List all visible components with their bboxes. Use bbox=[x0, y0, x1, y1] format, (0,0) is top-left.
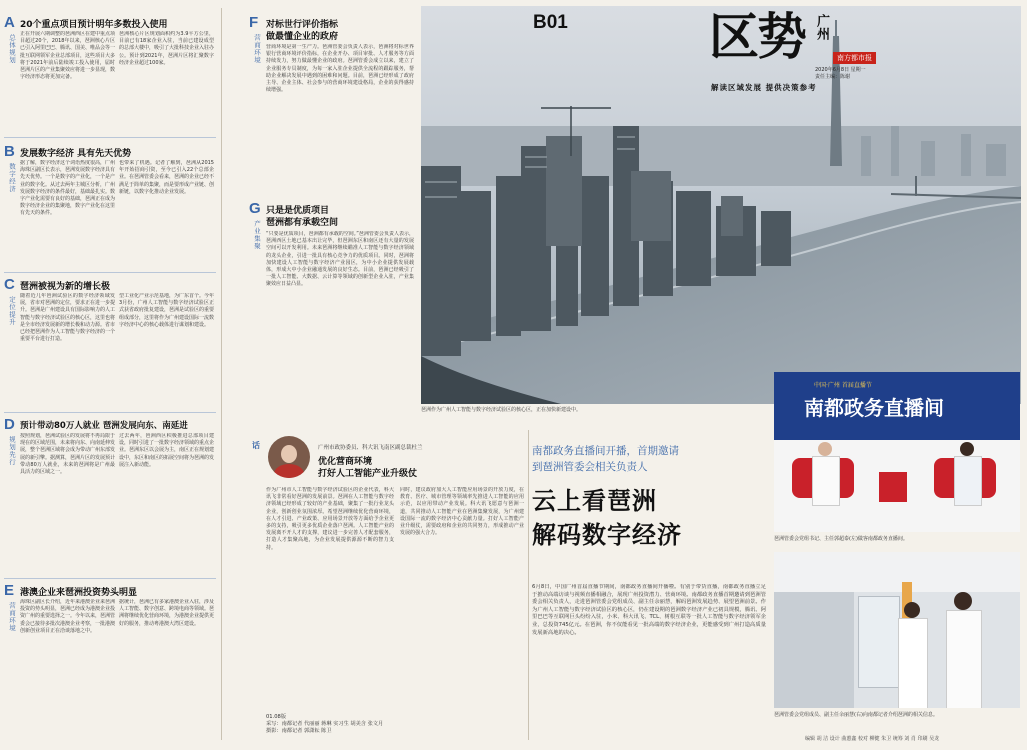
section-f-subtitle: 做最懂企业的政府 bbox=[266, 32, 339, 42]
section-d-col1: 按照规划，琶洲试验区的发展将不再局限于现在的区域范围，未来将向东、向南延伸发展，整个琶洲区域将会成为带动广州东部发展的新引擎。据测算，琶洲片区的发展预计带动80万人就业，未来的琶洲将是广州最具活力的区域之一。 bbox=[20, 433, 115, 476]
section-f-side-label: 营商环境 bbox=[253, 34, 261, 64]
section-a-title: 20个重点项目预计明年多数投入使用 bbox=[20, 20, 168, 30]
live-banner-title: 南都政务直播间 bbox=[804, 396, 944, 420]
section-f-title: 对标世行评价指标 bbox=[266, 20, 339, 30]
office-tour-photo bbox=[774, 552, 1020, 708]
section-g-title: 只是是优质项目 bbox=[266, 206, 330, 216]
column-rule bbox=[528, 430, 529, 740]
column-rule bbox=[221, 8, 222, 740]
feature-quote-title-1: 优化营商环境 bbox=[318, 457, 373, 467]
section-b-letter: B bbox=[4, 143, 15, 160]
hero-photo-caption: 琶洲作为广州人工智能与数字经济试验区的核心区，正在加快新建设中。 bbox=[421, 407, 582, 413]
side-table bbox=[879, 472, 907, 502]
report-headline-1: 云上看琶洲 bbox=[532, 487, 657, 515]
portrait-face bbox=[281, 445, 297, 463]
section-g-body: “只要是优质项目，琶洲都有承载的空间。”琶洲管委会负责人表示，琶洲西区土地已基本出让完毕，但琶洲东区和南区还有大量的发展空间可以开发利用。未来琶洲将继续瞄准人工智能与数字经济领域的龙头企业，引进一批具有核心竞争力的优质项目。同时，琶洲将加快建设人工智能与数字经济产业园区，为中小企业提供发展载体，形成大中小企业融通发展的良好生态。目前，琶洲已经吸引了一批人工智能、大数据、云计算等领域的创新型企业入驻，产业集聚效应日益凸显。 bbox=[266, 231, 414, 288]
section-c-col1: 随着近几年琶洲试验区的数字经济领域发展，省市对琶洲的定位，要求正在进一步提升。琶洲是广州建设具有国际影响力的人工智能与数字经济试验区的核心区，这里也将是全市经济发展新的增长极和动力源。省市已经把琶洲作为人工智能与数字经济的一个重要平台进行打造。 bbox=[20, 293, 115, 343]
official-head bbox=[954, 592, 972, 610]
section-a-col1: 正在开展六期调整的琶洲西区在建中重点项目超过20个，2018年以来，琶洲核心片区已引入阿里巴巴、腾讯、国美、唯品会等一批互联网领军企业总部项目，这些项目大多将于2021年前后陆续竣工投入使用，届时琶洲片区的产业集聚效应将进一步显现，数字经济形态将更加完备。 bbox=[20, 31, 115, 81]
report-headline-2: 解码数字经济 bbox=[532, 521, 682, 549]
reporter-body bbox=[898, 618, 928, 708]
hero-photo-city-skyline bbox=[421, 6, 1021, 404]
section-c-side-label: 定位提升 bbox=[8, 296, 16, 326]
portrait-shoulders bbox=[274, 464, 304, 478]
section-g-side-label: 产业集聚 bbox=[253, 220, 261, 250]
section-b-col1: 据了解，数字经济这个词语热度很高，广州海珠区副区长表示，琶洲发展数字经济具有先天优势。一个是数字的产业化，一个是产业的数字化。从过去两年主城区分析，广州发展数字经济的条件最好，基础最扎实。数字产业化需要有良好的基础，琶洲正在成为数字经济企业的集聚地，数字产业化在这里有先天的条件。 bbox=[20, 160, 115, 217]
editor-line: 责任主编：陈谢 bbox=[815, 74, 851, 80]
section-b-side-label: 数字经济 bbox=[8, 163, 16, 193]
section-b-col2: 也带来了机遇。记者了解到，琶洲从2015年开始招商引资，至今已引入22个总部企业。在琶洲管委会看来，琶洲的企业已经不满足于简单的集聚，而是要形成产业链、创新链，以数字化推动企业发展。 bbox=[119, 160, 214, 195]
section-d-col2: 过去两年，琶洲西区积极推进总部项目建设，同时引进了一批数字经济领域的重点企业。琶洲东区以会展为主，南区正在规划建设中，东区和南区的拓展空间将为琶洲的发展注入新动能。 bbox=[119, 433, 214, 468]
page-footer: 编辑 胡 洁 设计 曲蕙鑫 校对 柳健 朱卫 统筹 刘 肖 印刷 吴龙 bbox=[805, 736, 940, 742]
report-kicker-2: 到琶洲管委会相关负责人 bbox=[532, 461, 648, 473]
masthead-title: 区势 bbox=[709, 8, 805, 66]
section-a-side-label: 总体规划 bbox=[8, 34, 16, 64]
official-body bbox=[946, 610, 982, 708]
section-a-col2: 琶洲核心片区规划面积约为3.9平方公里，目前已有18家企业入驻，当前已建设成型的总部大楼中，吸引了大批科技企业入驻办公。预计到2021年，琶洲片区将汇聚数字经济企业超过100家。 bbox=[119, 31, 214, 66]
section-f-body: 营商环境是第一生产力。琶洲管委会负责人表示，琶洲将对标世界银行营商环境评价指标，在企业开办、项目审批、人才服务等方面持续发力，努力做最懂企业的政府。琶洲管委会成立以来，建立了企业服务专员制度，为每一家入驻企业提供全流程的跟踪服务，帮助企业解决发展中遇到的困难和问题。目前，琶洲已经形成了政府主导、企业主体、社会参与的营商环境建设格局，企业的获得感持续增强。 bbox=[266, 44, 414, 94]
section-d-title: 预计带动80万人就业 琶洲发展向东、南延进 bbox=[20, 421, 188, 431]
host-right-body bbox=[954, 456, 982, 506]
page-number: B01 bbox=[533, 12, 568, 33]
section-c-title: 琶洲被视为新的增长极 bbox=[20, 282, 111, 292]
report-kicker-1: 南都政务直播间开播，首期邀请 bbox=[532, 445, 679, 457]
section-e-side-label: 营商环境 bbox=[8, 602, 16, 632]
divider bbox=[4, 412, 216, 413]
divider bbox=[4, 272, 216, 273]
feature-badge: 话 bbox=[252, 441, 260, 450]
section-d-side-label: 规划先行 bbox=[8, 436, 16, 466]
author-portrait bbox=[268, 436, 310, 478]
office-window bbox=[858, 596, 900, 688]
section-e-letter: E bbox=[4, 582, 15, 599]
office-photo-caption: 琶洲管委会党组成员、副主任余丽慧(右)向南都记者介绍琶洲的相关信息。 bbox=[774, 712, 938, 718]
section-e-col2: 据统计，琶洲已有多家港澳企业入驻，涉及人工智能、数字创意、跨境电商等领域。琶洲将继续优化营商环境，为港澳企业提供更好的服务，推动粤港澳大湾区建设。 bbox=[119, 599, 214, 627]
divider bbox=[4, 578, 216, 579]
section-g-letter: G bbox=[249, 200, 261, 217]
section-c-col2: 型工业化产业示范基地，为广东首个。今年3月份，广州人工智能与数字经济试验区正式获省政府批复建设，琶洲是试验区的重要组成部分，这里将作为广州建设国际一流数字经济中心的核心载体进行谋划和建设。 bbox=[119, 293, 214, 328]
report-body: 6月8日，中国广州首届直播节期间，南都政务直播间开播啦。有别于带货直播，南都政务直播立足于推动高端访谈与视频直播相融合，展现广州投资潜力、营商环境。南都政务直播首期邀请到琶洲管委会相关负责人，走进琶洲管委会党组成员、副主任余丽慧，解码琶洲发展趋势、展望琶洲前景。作为广州人工智能与数字经济试验区的核心区，仍在建设期的琶洲数字经济产业已初具规模，腾讯、阿里巴巴等互联网巨头纷纷入驻，小米、科大讯飞、TCL、树根互联等一批人工智能与数字经济领军企业，总投资745亿元。在琶洲，你不仅能看见一批高端的数字经济企业，更能感受到广州打造高质量发展新高地的决心。 bbox=[532, 584, 766, 636]
masthead-slogan: 解读区域发展 提供决策参考 bbox=[711, 83, 817, 92]
office-wall bbox=[774, 592, 854, 708]
host-right-head bbox=[960, 442, 974, 456]
host-left-head bbox=[818, 442, 832, 456]
section-d-letter: D bbox=[4, 416, 15, 433]
section-a-letter: A bbox=[4, 14, 15, 31]
studio-photo-caption: 琶洲管委会党组书记、主任郭超泰(左)做客南都政务直播间。 bbox=[774, 536, 908, 542]
studio-photo bbox=[774, 372, 1020, 532]
masthead-city: 广州 bbox=[814, 14, 829, 40]
host-left-body bbox=[812, 456, 840, 506]
section-f-letter: F bbox=[249, 14, 259, 31]
section-c-letter: C bbox=[4, 276, 15, 293]
section-b-title: 发展数字经济 具有先天优势 bbox=[20, 149, 132, 159]
reporter-head bbox=[904, 602, 920, 618]
live-banner-top: 中国·广州 首届直播节 bbox=[814, 382, 872, 389]
feature-col1: 作为广州市人工智能与数字经济试验区的企业代表，科大讯飞非常看好琶洲的发展前景。琶洲在人工智能与数字经济领域已经形成了较好的产业基础，聚集了一批行业龙头企业，创新创业氛围浓厚。希望琶洲继续优化营商环境，在人才引进、产业政策、应用场景开放等方面给予企业更多的支持，吸引更多优质企业落户琶洲。人工智能产业的发展离不开人才的支撑，建议进一步完善人才配套服务，打造人才集聚高地，为企业发展提供源源不断的智力支持。 bbox=[266, 487, 394, 551]
section-e-title: 港澳企业来琶洲投资势头明显 bbox=[20, 588, 138, 598]
date-line: 2020年6月8日 星期一 bbox=[815, 67, 866, 73]
divider bbox=[4, 137, 216, 138]
feature-col2: 同时，建议政府加大人工智能应用场景的开放力度，在教育、医疗、城市管理等领域率先推进人工智能的应用示范，以应用带动产业发展。科大讯飞愿意与琶洲一道，共同推动人工智能产业在琶洲集聚发展，为广州建设国际一流的数字经济中心贡献力量。打好人工智能产业升级仗，需要政府和企业的共同努力，形成推动产业发展的强大合力。 bbox=[400, 487, 524, 537]
feature-quote-title-2: 打好人工智能产业升级仗 bbox=[318, 469, 418, 479]
section-g-subtitle: 琶洲都有承载空间 bbox=[266, 218, 339, 228]
section-e-col1: 海珠区副区长介绍，近年来港澳企业来琶洲投资的势头明显，琶洲已经成为港澳企业投资广州的重要选择之一。今年以来，琶洲管委会已接待多批次港澳企业考察，一批港澳创新创业项目正在洽谈落地之中。 bbox=[20, 599, 115, 634]
brand-logo: 南方都市报 bbox=[833, 52, 876, 64]
office-ceiling bbox=[774, 552, 1020, 592]
feature-credits: 01.08版 采写：南都记者 代丽丽 蒋琳 实习生 胡美含 张文月 摄影：南都记者 郭潇耘 陈卫 bbox=[266, 714, 384, 734]
feature-author-title: 广州市政协委员、科大讯飞南区副总裁杜兰 bbox=[318, 445, 423, 451]
